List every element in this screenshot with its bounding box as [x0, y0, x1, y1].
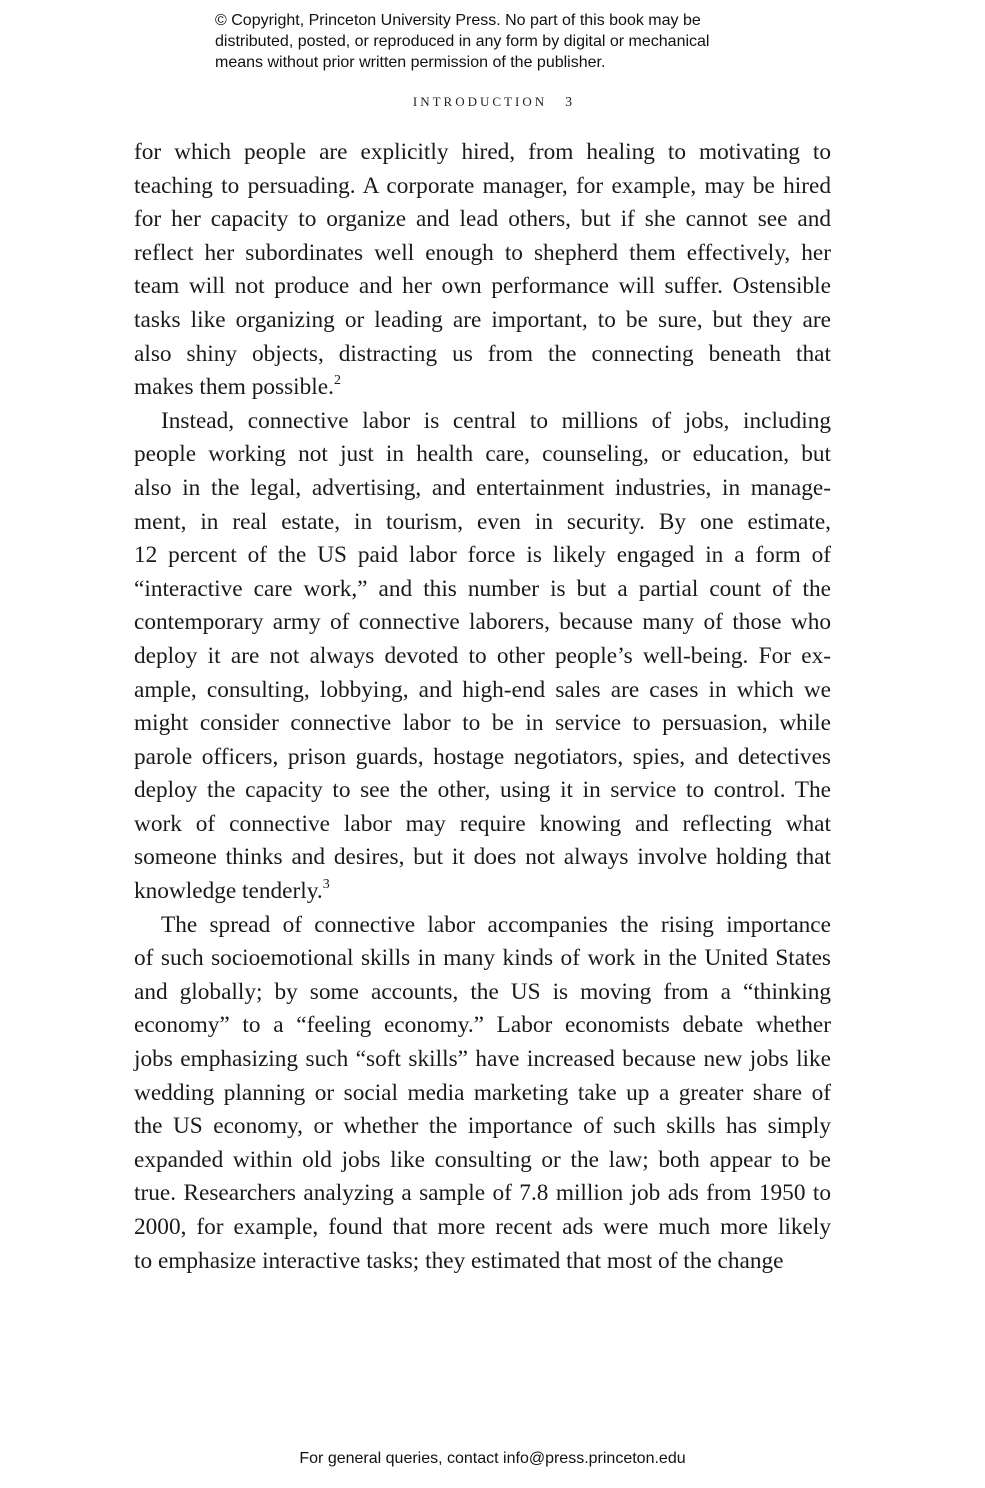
text-line: tasks like organizing or leading are important, to be sure, but they are: [134, 306, 831, 333]
text-line: the US economy, or whether the importance of such skills has simply: [134, 1113, 831, 1140]
text-line-content: makes them possible.: [134, 374, 334, 401]
paragraph: [134, 909, 831, 1279]
text-line: The spread of connective labor accompanies the rising importance: [161, 911, 831, 938]
text-line-content: knowledge tenderly.: [134, 878, 323, 905]
text-line: for which people are explicitly hired, from healing to motivating to: [134, 139, 831, 165]
footnote-marker[interactable]: 3: [322, 877, 330, 893]
text-line: of such socioemotional skills in many kinds of work in the United States: [134, 945, 831, 972]
text-line: team will not produce and her own performance will suffer. Ostensible: [134, 273, 831, 300]
text-line: people working not just in health care, counseling, or education, but: [134, 441, 831, 468]
text-line: 12 percent of the US paid labor force is likely engaged in a form of: [134, 542, 831, 569]
text-line: wedding planning or social media marketing take up a greater share of: [134, 1079, 831, 1106]
text-line: ample, consulting, lobbying, and high-end sales are cases in which we: [134, 676, 831, 703]
section-title: INTRODUCTION: [412, 94, 548, 109]
text-line: jobs emphasizing such “soft skills” have increased because new jobs like: [134, 1046, 831, 1073]
text-line: contemporary army of connective laborers, because many of those who: [134, 609, 831, 636]
page-number: 3: [565, 95, 573, 110]
text-line: 2000, for example, found that more recent ads were much more likely: [134, 1214, 831, 1240]
paragraph: [134, 405, 831, 909]
text-line: true. Researchers analyzing a sample of 7.8 million job ads from 1950 to: [134, 1180, 831, 1207]
text-line: someone thinks and desires, but it does not always involve holding that: [134, 844, 831, 871]
body-text: [134, 136, 831, 1278]
text-line: expanded within old jobs like consulting or the law; both appear to be: [134, 1146, 831, 1173]
text-line: for her capacity to organize and lead others, but if she cannot see and: [134, 206, 831, 233]
paragraph: [134, 136, 831, 405]
text-line: “interactive care work,” and this number is but a partial count of the: [134, 575, 831, 602]
text-line: teaching to persuading. A corporate manager, for example, may be hired: [134, 172, 831, 199]
text-line: also shiny objects, distracting us from the connecting beneath that: [134, 340, 831, 367]
footer-contact: For general queries, contact info@press.princeton.edu: [299, 1450, 686, 1467]
text-line: economy” to a “feeling economy.” Labor economists debate whether: [134, 1012, 831, 1039]
running-head: [0, 94, 985, 111]
text-line: [134, 371, 831, 405]
text-line: deploy it are not always devoted to other people’s well-being. For ex-: [134, 642, 831, 669]
footnote-marker[interactable]: 2: [333, 373, 341, 389]
text-line: deploy the capacity to see the other, using it in service to control. The: [134, 777, 831, 804]
text-line: might consider connective labor to be in service to persuasion, while: [134, 710, 831, 737]
copyright-line: means without prior written permission of the publisher.: [215, 54, 606, 71]
copyright-notice: [215, 10, 815, 73]
text-line: parole officers, prison guards, hostage negotiators, spies, and detectives: [134, 743, 831, 770]
copyright-line: distributed, posted, or reproduced in any form by digital or mechanical: [215, 33, 710, 50]
text-line: ment, in real estate, in tourism, even in security. By one estimate,: [134, 508, 831, 535]
text-line: to emphasize interactive tasks; they estimated that most of the change: [134, 1247, 784, 1274]
copyright-line: © Copyright, Princeton University Press. No part of this book may be: [215, 12, 701, 29]
text-line: and globally; by some accounts, the US is moving from a “thinking: [134, 978, 831, 1005]
text-line: Instead, connective labor is central to millions of jobs, including: [161, 407, 831, 434]
text-line: also in the legal, advertising, and entertainment industries, in manage-: [134, 474, 831, 501]
text-line: work of connective labor may require knowing and reflecting what: [134, 810, 831, 837]
text-line: [134, 875, 831, 909]
text-line: reflect her subordinates well enough to shepherd them effectively, her: [134, 239, 831, 266]
